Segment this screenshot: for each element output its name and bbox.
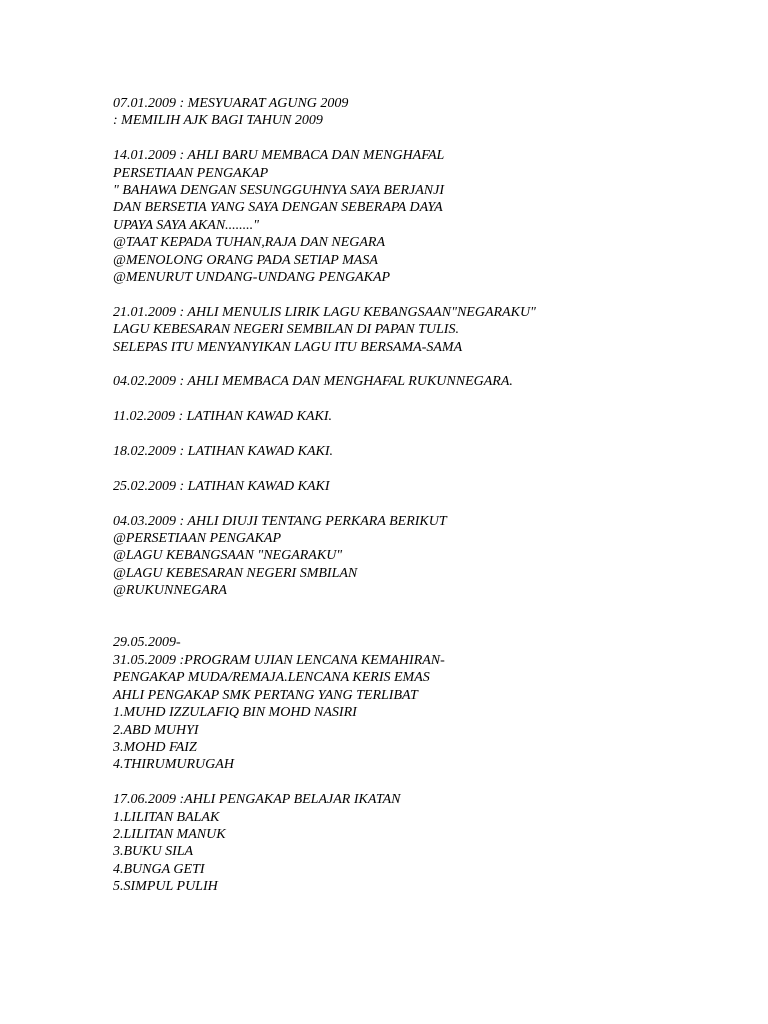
text-line: 21.01.2009 : AHLI MENULIS LIRIK LAGU KEBANGSAAN"NEGARAKU": [113, 304, 536, 320]
text-line: 2.LILITAN MANUK: [113, 826, 226, 842]
text-line: 04.02.2009 : AHLI MEMBACA DAN MENGHAFAL RUKUNNEGARA.: [113, 374, 513, 390]
text-line: 3.BUKU SILA: [113, 844, 194, 860]
text-line: 17.06.2009 :AHLI PENGAKAP BELAJAR IKATAN: [113, 792, 401, 808]
text-line: 4.BUNGA GETI: [113, 861, 205, 877]
entry-block: [113, 408, 733, 425]
entry-block: [113, 95, 733, 130]
entry-block: [113, 443, 733, 460]
entry-block: [113, 304, 733, 356]
entry-block: [113, 147, 733, 286]
entry-block: [113, 373, 733, 390]
text-line: @MENURUT UNDANG-UNDANG PENGAKAP: [113, 270, 391, 286]
entry-block: [113, 634, 733, 773]
entry-block: [113, 513, 733, 600]
text-line: 18.02.2009 : LATIHAN KAWAD KAKI.: [113, 444, 334, 460]
text-line: UPAYA SAYA AKAN........": [113, 217, 260, 233]
text-line: 29.05.2009-: [113, 635, 181, 651]
text-line: SELEPAS ITU MENYANYIKAN LAGU ITU BERSAMA-SAMA: [113, 339, 463, 355]
document-page: [113, 95, 733, 913]
entry-block: [113, 478, 733, 495]
text-line: DAN BERSETIA YANG SAYA DENGAN SEBERAPA DAYA: [113, 200, 443, 216]
text-line: @MENOLONG ORANG PADA SETIAP MASA: [113, 252, 378, 268]
text-line: 25.02.2009 : LATIHAN KAWAD KAKI: [113, 478, 330, 494]
text-line: LAGU KEBESARAN NEGERI SEMBILAN DI PAPAN TULIS.: [113, 322, 459, 338]
text-line: 4.THIRUMURUGAH: [113, 757, 234, 773]
text-line: 5.SIMPUL PULIH: [113, 879, 218, 895]
text-line: " BAHAWA DENGAN SESUNGGUHNYA SAYA BERJANJI: [113, 183, 445, 199]
text-line: @RUKUNNEGARA: [113, 583, 227, 599]
text-line: 04.03.2009 : AHLI DIUJI TENTANG PERKARA BERIKUT: [113, 513, 447, 529]
entry-block: [113, 791, 733, 895]
text-line: 14.01.2009 : AHLI BARU MEMBACA DAN MENGHAFAL: [113, 148, 445, 164]
text-line: 11.02.2009 : LATIHAN KAWAD KAKI.: [113, 409, 332, 425]
text-line: @TAAT KEPADA TUHAN,RAJA DAN NEGARA: [113, 235, 386, 251]
text-line: @LAGU KEBESARAN NEGERI SMBILAN: [113, 565, 358, 581]
text-line: @PERSETIAAN PENGAKAP: [113, 531, 282, 547]
text-line: 2.ABD MUHYI: [113, 722, 199, 738]
text-line: : MEMILIH AJK BAGI TAHUN 2009: [113, 113, 323, 129]
text-line: 1.LILITAN BALAK: [113, 809, 220, 825]
text-line: PERSETIAAN PENGAKAP: [113, 165, 269, 181]
text-line: PENGAKAP MUDA/REMAJA.LENCANA KERIS EMAS: [113, 670, 430, 686]
text-line: 3.MOHD FAIZ: [113, 739, 197, 755]
text-line: 07.01.2009 : MESYUARAT AGUNG 2009: [113, 96, 349, 111]
text-line: 1.MUHD IZZULAFIQ BIN MOHD NASIRI: [113, 705, 357, 721]
text-line: @LAGU KEBANGSAAN "NEGARAKU": [113, 548, 343, 564]
text-line: 31.05.2009 :PROGRAM UJIAN LENCANA KEMAHIRAN-: [113, 652, 445, 668]
text-line: AHLI PENGAKAP SMK PERTANG YANG TERLIBAT: [113, 687, 418, 703]
